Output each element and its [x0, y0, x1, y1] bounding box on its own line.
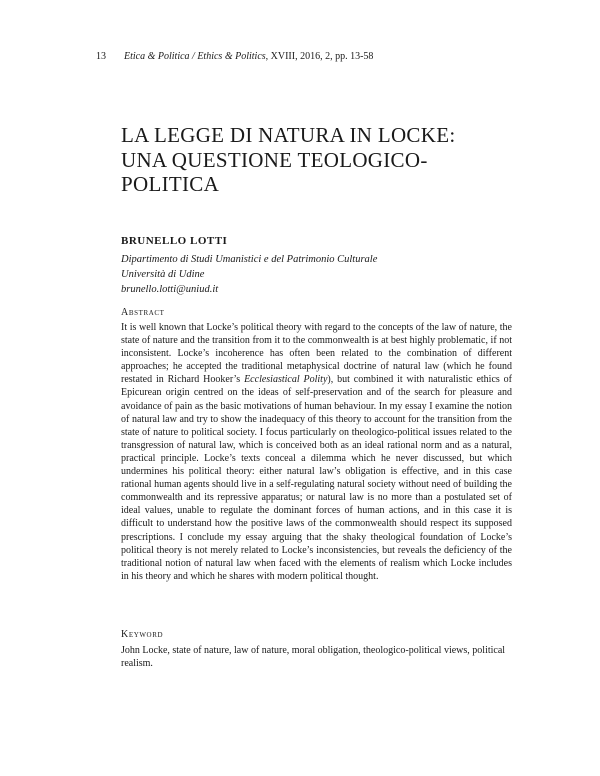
abstract-heading: Abstract [121, 307, 165, 318]
abstract-text [121, 321, 512, 583]
author-name: BRUNELLO LOTTI [121, 235, 228, 247]
keyword-text: John Locke, state of nature, law of nature, moral obligation, theologico-political views, political realism. [121, 645, 506, 669]
title-line: LA LEGGE DI NATURA IN LOCKE: [121, 123, 456, 147]
author-block [121, 234, 521, 297]
author-university: Università di Udine [121, 269, 205, 280]
abstract-text-part: It is well known that Locke’s political theory with regard to the concepts of the law of nature, the state of nature and the transition from it to the commonwealth is at best highly problematic, if not inconsistent. Locke’s incoherence has often been related to the combination of different approaches; he accepted the traditional metaphysical doctrine of natural law (which he found restated in Richard Hooker’s [121, 322, 512, 386]
article-title [121, 123, 521, 197]
title-line: POLITICA [121, 172, 220, 196]
abstract-text-part: ), but combined it with naturalistic ethics of Epicurean origin centred on the ideas of self-preservation and of the search for pleasure and avoidance of pain as the basic motivations of human behaviour. In my essay I examine the notion of natural law and try to show the inadequacy of this theory to account for the transition from the state of nature to political society. I focus particularly on theologico-political issues related to the transgression of natural law, which is conceived both as an ideal rational norm and as a natural, practical principle. Locke’s texts conceal a dilemma which he never discussed, but which undermines his political theory: either natural law’s obligation is effective, and in this case rational human agents should live in a self-regulating natural society without need of building the commonwealth and its repressive apparatus; or natural law is no more than a postulated set of ideal values, unable to regulate the dominant forces of human actions, and in this case it is difficult to understand how the positive laws of the commonwealth should respect its supposed prescriptions. I conclude my essay arguing that the shaky theological foundation of Locke’s political theory is not merely related to Locke’s inconsistencies, but reveals the deficiency of the traditional notion of natural law when faced with the elements of realism which Locke includes in his theory and which he shares with modern political thought. [121, 374, 513, 582]
author-department: Dipartimento di Studi Umanistici e del Patrimonio Culturale [121, 254, 378, 265]
journal-name: Etica & Politica / Ethics & Politics [124, 51, 266, 62]
running-head [96, 51, 373, 63]
journal-citation: , XVIII, 2016, 2, pp. 13-58 [265, 51, 374, 62]
title-line: UNA QUESTIONE TEOLOGICO- [121, 147, 428, 172]
abstract-italic-title: Ecclesiastical Polity [244, 374, 328, 386]
author-email[interactable]: brunello.lotti@uniud.it [121, 284, 219, 295]
page-number: 13 [96, 51, 106, 62]
keyword-heading: Keyword [121, 629, 164, 640]
